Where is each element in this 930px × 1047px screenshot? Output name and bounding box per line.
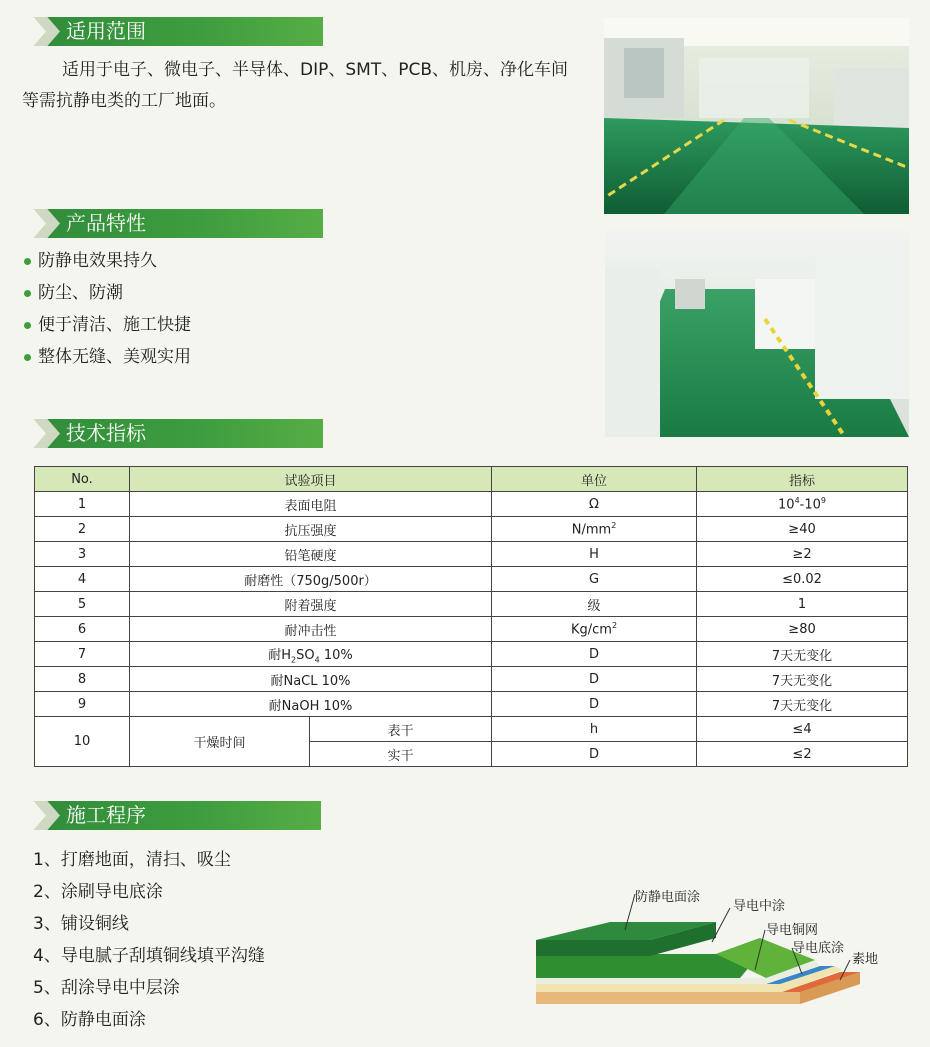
cell-unit: D xyxy=(492,692,697,717)
cell-no: 6 xyxy=(35,617,130,642)
cell-unit: D xyxy=(492,642,697,667)
cell-unit: $N/mm^2$ xyxy=(492,517,697,542)
cell-value: ≤2 xyxy=(697,742,908,767)
table-row xyxy=(35,567,908,592)
cell-value: ≥40 xyxy=(697,517,908,542)
table-row xyxy=(35,617,908,642)
cell-value: ≤0.02 xyxy=(697,567,908,592)
cell-subitem: 表干 xyxy=(310,717,492,742)
cell-no: 1 xyxy=(35,492,130,517)
cell-no: 5 xyxy=(35,592,130,617)
cell-value: 7天无变化 xyxy=(697,667,908,692)
cell-item: 附着强度 xyxy=(130,592,492,617)
process-step: 5、刮涂导电中层涂 xyxy=(33,978,180,998)
cell-value: 7天无变化 xyxy=(697,642,908,667)
feature-item: 便于清洁、施工快捷 xyxy=(22,309,191,341)
process-step: 6、防静电面涂 xyxy=(33,1010,146,1030)
cell-unit: D xyxy=(492,742,697,767)
cell-no: 9 xyxy=(35,692,130,717)
cell-subitem: 实干 xyxy=(310,742,492,767)
table-row xyxy=(35,592,908,617)
cell-unit: Ω xyxy=(492,492,697,517)
table-row xyxy=(35,667,908,692)
spec-table xyxy=(34,466,908,767)
section-header-specs xyxy=(18,419,323,448)
process-step: 4、导电腻子刮填铜线填平沟缝 xyxy=(33,946,265,966)
layer-label-top-coat: 防静电面涂 xyxy=(635,890,701,905)
factory-photo-1 xyxy=(604,18,909,214)
scope-text-line1: 适用于电子、微电子、半导体、DIP、SMT、PCB、机房、净化车间 xyxy=(62,60,568,80)
cell-no: 3 xyxy=(35,542,130,567)
process-step: 1、打磨地面，清扫、吸尘 xyxy=(33,850,231,870)
process-steps xyxy=(33,844,265,1036)
table-row xyxy=(35,717,908,742)
layer-label-mid-coat: 导电中涂 xyxy=(733,899,786,914)
cell-item: 耐冲击性 xyxy=(130,617,492,642)
section-title-scope: 适用范围 xyxy=(66,19,146,43)
cell-item: 铅笔硬度 xyxy=(130,542,492,567)
table-header-row xyxy=(35,467,908,492)
layer-label-substrate: 素地 xyxy=(852,952,879,967)
factory-photo-2 xyxy=(605,229,909,437)
cell-value: 7天无变化 xyxy=(697,692,908,717)
table-row xyxy=(35,492,908,517)
cell-value: 1 xyxy=(697,592,908,617)
section-title-process: 施工程序 xyxy=(66,803,146,827)
table-row xyxy=(35,642,908,667)
process-step: 3、铺设铜线 xyxy=(33,914,129,934)
cell-no: 2 xyxy=(35,517,130,542)
header-value: 指标 xyxy=(697,467,908,492)
cell-item: 耐磨性（750g/500r） xyxy=(130,567,492,592)
table-row xyxy=(35,692,908,717)
section-header-features xyxy=(18,209,323,238)
cell-value: ≥80 xyxy=(697,617,908,642)
cell-item: 耐$H_2SO_4$ 10% xyxy=(130,642,492,667)
cell-no: 7 xyxy=(35,642,130,667)
table-row xyxy=(35,517,908,542)
feature-item: 防静电效果持久 xyxy=(22,245,191,277)
header-no: No. xyxy=(35,467,130,492)
cell-unit: H xyxy=(492,542,697,567)
scope-text-line2: 等需抗静电类的工厂地面。 xyxy=(22,91,226,111)
cell-unit: D xyxy=(492,667,697,692)
cell-unit: h xyxy=(492,717,697,742)
feature-item: 防尘、防潮 xyxy=(22,277,191,309)
cell-item: 耐NaOH 10% xyxy=(130,692,492,717)
layer-label-primer: 导电底涂 xyxy=(792,941,845,956)
cell-no: 4 xyxy=(35,567,130,592)
section-header-process xyxy=(18,801,321,830)
header-item: 试验项目 xyxy=(130,467,492,492)
cell-unit: G xyxy=(492,567,697,592)
layer-label-copper-mesh: 导电铜网 xyxy=(766,923,819,938)
section-title-specs: 技术指标 xyxy=(66,421,146,445)
chevron-right-icon xyxy=(18,419,60,448)
cell-value: ≤4 xyxy=(697,717,908,742)
chevron-right-icon xyxy=(18,209,60,238)
feature-list xyxy=(22,245,191,373)
table-row xyxy=(35,542,908,567)
cell-value: ≥2 xyxy=(697,542,908,567)
cell-no: 8 xyxy=(35,667,130,692)
chevron-right-icon xyxy=(18,801,60,830)
section-header-scope xyxy=(18,17,323,46)
cell-item: 干燥时间 xyxy=(130,717,310,767)
cell-unit: $Kg/cm^2$ xyxy=(492,617,697,642)
cell-item: 耐NaCL 10% xyxy=(130,667,492,692)
header-unit: 单位 xyxy=(492,467,697,492)
cell-unit: 级 xyxy=(492,592,697,617)
process-step: 2、涂刷导电底涂 xyxy=(33,882,163,902)
section-title-features: 产品特性 xyxy=(66,211,146,235)
cell-no: 10 xyxy=(35,717,130,767)
cell-value: $10^4-10^9$ xyxy=(697,492,908,517)
floor-layer-diagram xyxy=(530,880,920,1010)
cell-item: 抗压强度 xyxy=(130,517,492,542)
feature-item: 整体无缝、美观实用 xyxy=(22,341,191,373)
cell-item: 表面电阻 xyxy=(130,492,492,517)
chevron-right-icon xyxy=(18,17,60,46)
